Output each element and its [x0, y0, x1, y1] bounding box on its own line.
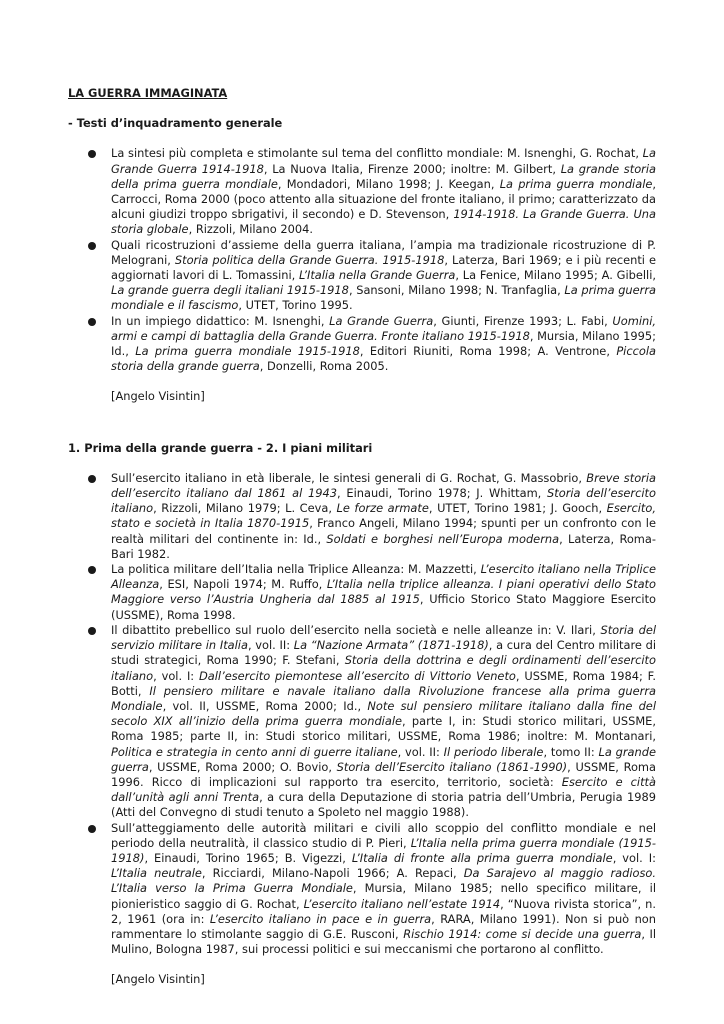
- citation-text: , USSME, Roma 1996. Ricco di implicazioni sul rapporto tra esercito, territorio, società:: [111, 759, 657, 789]
- work-title: L’Italia nella triplice alleanza. I piani operativi dello Stato Maggiore verso l’Austria Ungheria dal 1885 al 1915: [111, 577, 656, 607]
- citation-text: , Donzelli, Roma 2005.: [259, 359, 389, 374]
- bibliography-list-military: [68, 471, 656, 958]
- bullet-icon: [88, 318, 96, 326]
- citation-text: , USSME, Roma 2000; O. Bovio,: [148, 759, 337, 774]
- work-title: Storia dell’Esercito italiano (1861-1990): [336, 759, 568, 774]
- citation-text: , Rizzoli, Milano 1979; L. Ceva,: [153, 501, 337, 516]
- work-title: L’Italia neutrale: [111, 866, 202, 881]
- work-title: L’esercito italiano in pace e in guerra: [209, 911, 432, 926]
- citation-text: , Editori Riuniti, Roma 1998; A. Ventrone,: [359, 344, 617, 359]
- citation-text: , Carrocci, Roma 2000 (poco attento alla situazione del fronte italiano, il primo; caratterizzato da alcuni giudizi troppo sbrigativi, il secondo) e D. Stevenson,: [111, 176, 657, 222]
- author-signature: [Angelo Visintin]: [111, 389, 205, 404]
- citation-text: , Einaudi, Torino 1965; B. Vigezzi,: [144, 850, 352, 865]
- citation-text: , vol. I:: [612, 850, 656, 865]
- work-title: Storia del servizio militare in Italia: [111, 622, 656, 653]
- section-heading-general-texts: - Testi d’inquadramento generale: [68, 116, 283, 131]
- bibliography-list-general: [68, 146, 656, 374]
- work-title: La grande guerra: [111, 744, 656, 774]
- citation-text: , vol. II, USSME, Roma 2000; Id.,: [162, 698, 368, 713]
- citation-text: , Ricciardi, Milano-Napoli 1966; A. Repaci,: [201, 866, 464, 881]
- citation-text: In un impiego didattico: M. Isnenghi,: [111, 313, 330, 328]
- bibliography-item: [68, 623, 656, 821]
- citation-text: , a cura della Deputazione di storia patria dell’Umbria, Perugia 1989 (Atti del Convegno di studi tenuto a Spoleto nel maggio 1988).: [111, 790, 657, 820]
- bibliography-item: [68, 238, 656, 314]
- work-title: Storia della dottrina e degli ordinamenti dell’esercito italiano: [111, 653, 656, 683]
- citation-text: , vol. I:: [153, 668, 199, 683]
- work-title: L’esercito italiano nell’estate 1914: [303, 896, 501, 911]
- citation-text: , “Nuova rivista storica”, n. 2, 1961 (ora in:: [111, 896, 656, 926]
- work-title: Uomini, armi e campi di battaglia della Grande Guerra. Fronte italiano 1915-1918: [111, 313, 656, 343]
- work-title: L’Italia nella prima guerra mondiale (1915-1918): [111, 835, 656, 865]
- citation-text: , ESI, Napoli 1974; M. Ruffo,: [159, 577, 327, 592]
- work-title: L’Italia di fronte alla prima guerra mondiale: [351, 850, 613, 865]
- citation-text: , Ufficio Storico Stato Maggiore Esercito (USSME), Roma 1998.: [111, 592, 657, 622]
- document-title: LA GUERRA IMMAGINATA: [68, 86, 228, 100]
- citation-text: , Rizzoli, Milano 2004.: [188, 222, 313, 237]
- citation-text: , Il Mulino, Bologna 1987, sui processi politici e sui meccanismi che portarono al conflitto.: [111, 926, 656, 957]
- citation-text: Sull’esercito italiano in età liberale, le sintesi generali di G. Rochat, G. Massobrio,: [111, 470, 587, 485]
- work-title: Rischio 1914: come si decide una guerra: [403, 926, 642, 941]
- citation-text: La politica militare dell’Italia nella Triplice Alleanza: M. Mazzetti,: [111, 562, 481, 577]
- citation-text: , La Fenice, Milano 1995; A. Gibelli,: [455, 268, 657, 283]
- work-title: Esercito e città dall’unità agli anni Trenta: [111, 774, 656, 805]
- work-title: L’esercito italiano nella Triplice Alleanza: [111, 562, 656, 592]
- work-title: 1914-1918. La Grande Guerra. Una storia globale: [111, 207, 656, 237]
- work-title: L’Italia nella Grande Guerra: [299, 268, 456, 283]
- work-title: La grande guerra degli italiani 1915-1918: [111, 283, 349, 298]
- author-signature: [Angelo Visintin]: [111, 972, 205, 987]
- citation-text: , RARA, Milano 1991). Non si può non rammentare lo stimolante saggio di G.E. Rusconi,: [111, 911, 656, 941]
- bibliography-item: [68, 821, 656, 958]
- citation-text: , Franco Angeli, Milano 1994; spunti per un confronto con le realtà militari del continente in: Id.,: [111, 516, 656, 546]
- citation-text: , Mursia, Milano 1995; Id.,: [111, 328, 656, 359]
- citation-text: , Laterza, Bari 1969; e i più recenti e aggiornati lavori di L. Tomassini,: [111, 252, 656, 283]
- work-title: La Grande Guerra: [329, 313, 434, 328]
- work-title: La “Nazione Armata” (1871-1918): [293, 638, 489, 653]
- work-title: La grande storia della prima guerra mondiale: [111, 161, 656, 191]
- citation-text: La sintesi più completa e stimolante sul tema del conflitto mondiale: M. Isnenghi, G. Rochat,: [111, 146, 643, 161]
- bullet-icon: [88, 825, 96, 833]
- bullet-icon: [88, 627, 96, 635]
- work-title: Il periodo liberale: [443, 744, 544, 759]
- bullet-icon: [88, 242, 96, 250]
- citation-text: , Einaudi, Torino 1978; J. Whittam,: [337, 486, 548, 501]
- citation-text: , vol. II:: [397, 744, 444, 759]
- work-title: La prima guerra mondiale e il fascismo: [111, 283, 657, 313]
- citation-text: , Laterza, Roma-Bari 1982.: [111, 531, 656, 561]
- citation-text: , parte I, in: Studi storico militari, USSME, Roma 1985; parte II, in: Studi storico militari, USSME, Roma 1986; inoltre: M. Montanari,: [111, 714, 656, 744]
- bullet-icon: [88, 150, 96, 158]
- work-title: Le forze armate: [336, 501, 429, 516]
- citation-text: Sull’atteggiamento delle autorità militari e civili allo scoppio del conflitto mondiale e nel periodo della neutralità, il classico studio di P. Pieri,: [111, 820, 656, 850]
- citation-text: , UTET, Torino 1995.: [238, 298, 353, 313]
- work-title: Politica e strategia in cento anni di guerre italiane: [111, 744, 398, 759]
- work-title: La prima guerra mondiale 1915-1918: [135, 344, 360, 359]
- citation-text: , Sansoni, Milano 1998; N. Tranfaglia,: [348, 283, 565, 298]
- work-title: La Grande Guerra 1914-1918: [111, 146, 656, 176]
- work-title: Esercito, stato e società in Italia 1870-1915: [111, 501, 656, 531]
- work-title: Da Sarajevo al maggio radioso. L’Italia verso la Prima Guerra Mondiale: [111, 866, 657, 896]
- citation-text: , Mursia, Milano 1985; nello specifico militare, il pionieristico saggio di G. Rochat,: [111, 881, 656, 911]
- work-title: Storia politica della Grande Guerra. 1915-1918: [174, 252, 445, 267]
- work-title: Dall’esercito piemontese all’esercito di Vittorio Veneto: [199, 668, 516, 683]
- citation-text: Quali ricostruzioni d’assieme della guerra italiana, l’ampia ma tradizionale ricostruzione di P. Melograni,: [111, 237, 656, 267]
- citation-text: , UTET, Torino 1981; J. Gooch,: [428, 501, 607, 516]
- work-title: Soldati e borghesi nell’Europa moderna: [326, 531, 560, 546]
- bibliography-item: [68, 562, 656, 623]
- citation-text: , Giunti, Firenze 1993; L. Fabi,: [433, 313, 613, 328]
- citation-text: , La Nuova Italia, Firenze 2000; inoltre: M. Gilbert,: [263, 161, 561, 176]
- citation-text: , vol. II:: [247, 638, 294, 653]
- work-title: Piccola storia della grande guerra: [111, 344, 656, 374]
- work-title: Note sul pensiero militare italiano dalla fine del secolo XIX all’inizio della prima guerra mondiale: [111, 698, 656, 729]
- work-title: La prima guerra mondiale: [499, 176, 653, 191]
- citation-text: , a cura del Centro militare di studi strategici, Roma 1990; F. Stefani,: [111, 638, 657, 668]
- bullet-icon: [88, 566, 96, 574]
- citation-text: , USSME, Roma 1984; F. Botti,: [111, 668, 656, 698]
- work-title: Breve storia dell’esercito italiano dal 1861 al 1943: [111, 470, 656, 501]
- work-title: Il pensiero militare e navale italiano dalla Rivoluzione francese alla prima guerra Mondiale: [111, 683, 656, 713]
- bibliography-item: [68, 146, 656, 237]
- bibliography-item: [68, 471, 656, 562]
- bibliography-item: [68, 314, 656, 375]
- work-title: Storia dell’esercito italiano: [111, 486, 656, 516]
- citation-text: , tomo II:: [543, 744, 599, 759]
- citation-text: , Mondadori, Milano 1998; J. Keegan,: [277, 176, 500, 191]
- bullet-icon: [88, 475, 96, 483]
- citation-text: Il dibattito prebellico sul ruolo dell’esercito nella società e nelle alleanze in: V. Ilari,: [111, 622, 601, 637]
- section-heading-military-plans: 1. Prima della grande guerra - 2. I piani militari: [68, 440, 373, 455]
